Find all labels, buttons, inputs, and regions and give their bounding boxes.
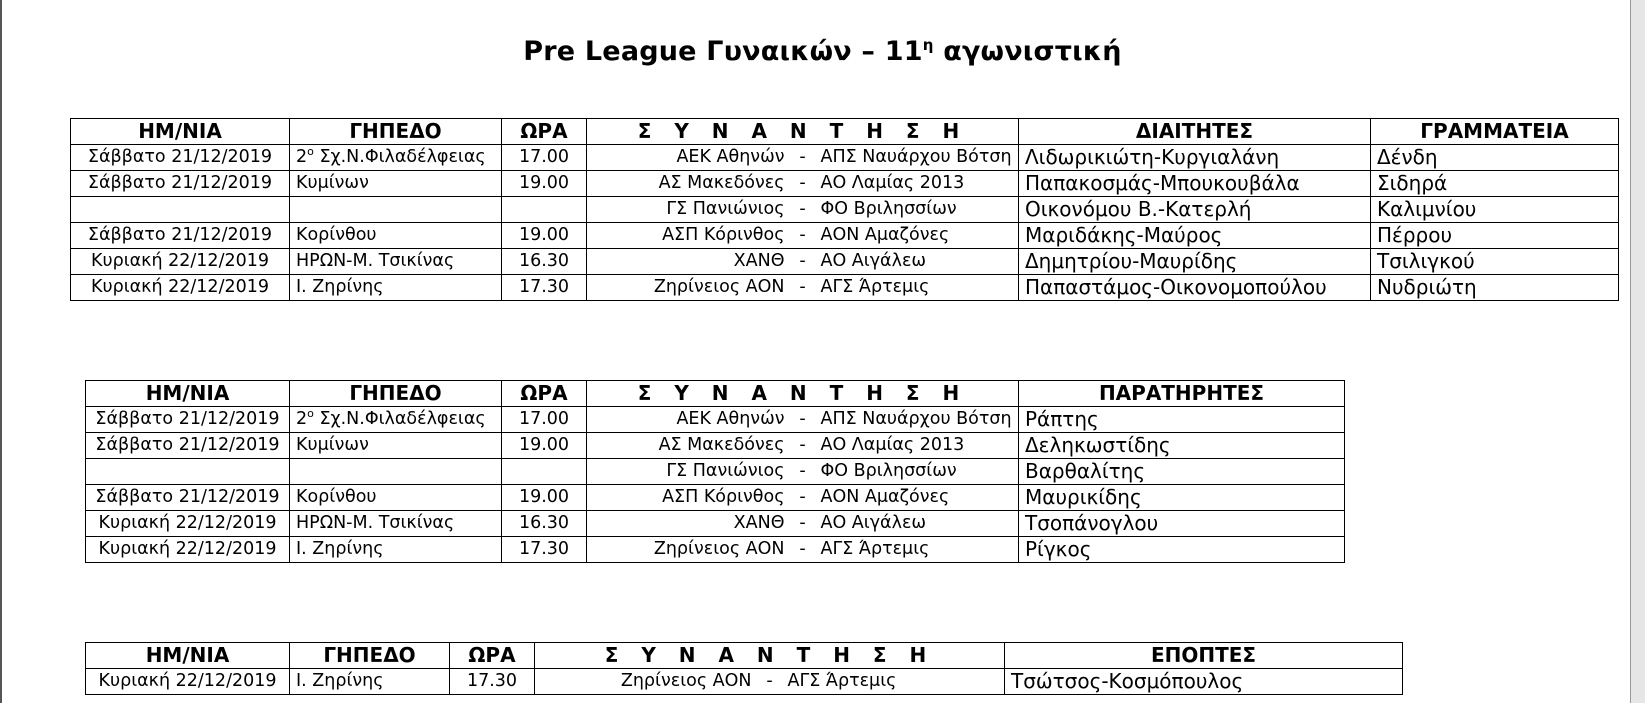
cell-time: 16.30: [502, 511, 587, 537]
table-row: [71, 249, 1619, 275]
vertical-scrollbar[interactable]: [1630, 0, 1645, 703]
cell-match: ΑΣΠ Κόρινθος - ΑΟΝ Αμαζόνες: [587, 485, 1019, 511]
cell-time: [502, 197, 587, 223]
cell-observer: Ράπτης: [1019, 407, 1345, 433]
cell-observer: Τσοπάνογλου: [1019, 511, 1345, 537]
table-row: [71, 171, 1619, 197]
table-header-row: [86, 643, 1403, 669]
cell-venue: Κυμίνων: [290, 433, 502, 459]
table-row: [86, 459, 1345, 485]
cell-match: Ζηρίνειος ΑΟΝ - ΑΓΣ Άρτεμις: [535, 669, 1005, 695]
header-venue: ΓΗΠΕΔΟ: [290, 381, 502, 407]
cell-date: Κυριακή 22/12/2019: [86, 511, 290, 537]
cell-time: 16.30: [502, 249, 587, 275]
cell-match: ΧΑΝΘ - ΑΟ Αιγάλεω: [587, 511, 1019, 537]
table-row: [71, 197, 1619, 223]
cell-match: ΑΕΚ Αθηνών - ΑΠΣ Ναυάρχου Βότση: [587, 407, 1019, 433]
cell-referees: Μαριδάκης-Μαύρος: [1019, 223, 1371, 249]
header-date: ΗΜ/ΝΙΑ: [71, 119, 290, 145]
cell-referees: Δημητρίου-Μαυρίδης: [1019, 249, 1371, 275]
cell-time: 17.30: [502, 537, 587, 563]
observers-table: [85, 380, 1345, 563]
cell-secretariat: Καλιμνίου: [1371, 197, 1619, 223]
cell-secretariat: Σιδηρά: [1371, 171, 1619, 197]
cell-venue: $2^o$ Σχ.Ν.Φιλαδέλφειας: [290, 407, 502, 433]
cell-venue: Κορίνθου: [290, 485, 502, 511]
cell-date: Σάββατο 21/12/2019: [71, 171, 290, 197]
cell-date: Σάββατο 21/12/2019: [86, 433, 290, 459]
cell-observer: Ρίγκος: [1019, 537, 1345, 563]
cell-referees: Παπαστάμος-Οικονομοπούλου: [1019, 275, 1371, 301]
cell-secretariat: Πέρρου: [1371, 223, 1619, 249]
cell-match: ΑΕΚ Αθηνών - ΑΠΣ Ναυάρχου Βότση: [587, 145, 1019, 171]
cell-time: 19.00: [502, 171, 587, 197]
cell-observer: Μαυρικίδης: [1019, 485, 1345, 511]
table-row: [86, 511, 1345, 537]
table-row: [71, 223, 1619, 249]
cell-date: Σάββατο 21/12/2019: [86, 407, 290, 433]
cell-venue: Κυμίνων: [290, 171, 502, 197]
cell-date: Κυριακή 22/12/2019: [86, 669, 290, 695]
linesmen-table: [85, 642, 1403, 695]
cell-time: 19.00: [502, 433, 587, 459]
cell-match: ΑΣΠ Κόρινθος - ΑΟΝ Αμαζόνες: [587, 223, 1019, 249]
cell-match: Ζηρίνειος ΑΟΝ - ΑΓΣ Άρτεμις: [587, 275, 1019, 301]
cell-match: ΑΣ Μακεδόνες - ΑΟ Λαμίας 2013: [587, 171, 1019, 197]
header-time: ΩΡΑ: [502, 119, 587, 145]
referees-table: [70, 118, 1619, 301]
cell-match: ΓΣ Πανιώνιος - ΦΟ Βριλησσίων: [587, 197, 1019, 223]
cell-venue: ΗΡΩΝ-Μ. Τσικίνας: [290, 249, 502, 275]
cell-match: ΧΑΝΘ - ΑΟ Αιγάλεω: [587, 249, 1019, 275]
cell-time: [502, 459, 587, 485]
header-venue: ΓΗΠΕΔΟ: [290, 119, 502, 145]
cell-date: Σάββατο 21/12/2019: [86, 485, 290, 511]
cell-time: 17.30: [450, 669, 535, 695]
cell-date: [86, 459, 290, 485]
table-row: [86, 537, 1345, 563]
cell-secretariat: Τσιλιγκού: [1371, 249, 1619, 275]
window-left-edge: [0, 0, 2, 703]
cell-date: Σάββατο 21/12/2019: [71, 223, 290, 249]
header-linesmen: ΕΠΟΠΤΕΣ: [1005, 643, 1403, 669]
cell-time: 17.30: [502, 275, 587, 301]
cell-referees: Παπακοσμάς-Μπουκουβάλα: [1019, 171, 1371, 197]
cell-match: ΓΣ Πανιώνιος - ΦΟ Βριλησσίων: [587, 459, 1019, 485]
table-row: [86, 433, 1345, 459]
cell-venue: Ι. Ζηρίνης: [290, 669, 450, 695]
cell-venue: Ι. Ζηρίνης: [290, 537, 502, 563]
cell-date: Κυριακή 22/12/2019: [71, 249, 290, 275]
header-referees: ΔΙΑΙΤΗΤΕΣ: [1019, 119, 1371, 145]
cell-time: 17.00: [502, 145, 587, 171]
cell-match: Ζηρίνειος ΑΟΝ - ΑΓΣ Άρτεμις: [587, 537, 1019, 563]
cell-date: Κυριακή 22/12/2019: [71, 275, 290, 301]
cell-observer: Δεληκωστίδης: [1019, 433, 1345, 459]
table-row: [86, 485, 1345, 511]
cell-venue: Κορίνθου: [290, 223, 502, 249]
cell-date: Σάββατο 21/12/2019: [71, 145, 290, 171]
table-row: [86, 407, 1345, 433]
header-match: Σ Υ Ν Α Ν Τ Η Σ Η: [587, 381, 1019, 407]
cell-venue: Ι. Ζηρίνης: [290, 275, 502, 301]
header-time: ΩΡΑ: [502, 381, 587, 407]
cell-date: [71, 197, 290, 223]
header-time: ΩΡΑ: [450, 643, 535, 669]
cell-venue: [290, 197, 502, 223]
cell-secretariat: Νυδριώτη: [1371, 275, 1619, 301]
header-match: Σ Υ Ν Α Ν Τ Η Σ Η: [535, 643, 1005, 669]
cell-date: Κυριακή 22/12/2019: [86, 537, 290, 563]
header-venue: ΓΗΠΕΔΟ: [290, 643, 450, 669]
cell-time: 17.00: [502, 407, 587, 433]
table-header-row: [71, 119, 1619, 145]
page-title: Pre League Γυναικών – $11^\eta$ αγωνιστική: [523, 36, 1122, 67]
cell-referees: Οικονόμου Β.-Κατερλή: [1019, 197, 1371, 223]
header-date: ΗΜ/ΝΙΑ: [86, 381, 290, 407]
header-secretariat: ΓΡΑΜΜΑΤΕΙΑ: [1371, 119, 1619, 145]
header-observers: ΠΑΡΑΤΗΡΗΤΕΣ: [1019, 381, 1345, 407]
header-date: ΗΜ/ΝΙΑ: [86, 643, 290, 669]
table-header-row: [86, 381, 1345, 407]
header-match: Σ Υ Ν Α Ν Τ Η Σ Η: [587, 119, 1019, 145]
cell-venue: ΗΡΩΝ-Μ. Τσικίνας: [290, 511, 502, 537]
table-row: [71, 145, 1619, 171]
table-row: [86, 669, 1403, 695]
table-row: [71, 275, 1619, 301]
cell-time: 19.00: [502, 223, 587, 249]
cell-match: ΑΣ Μακεδόνες - ΑΟ Λαμίας 2013: [587, 433, 1019, 459]
cell-venue: [290, 459, 502, 485]
cell-secretariat: Δένδη: [1371, 145, 1619, 171]
cell-referees: Λιδωρικιώτη-Κυργιαλάνη: [1019, 145, 1371, 171]
cell-observer: Βαρθαλίτης: [1019, 459, 1345, 485]
cell-time: 19.00: [502, 485, 587, 511]
cell-venue: $2^o$ Σχ.Ν.Φιλαδέλφειας: [290, 145, 502, 171]
cell-linesmen: Τσώτσος-Κοσμόπουλος: [1005, 669, 1403, 695]
